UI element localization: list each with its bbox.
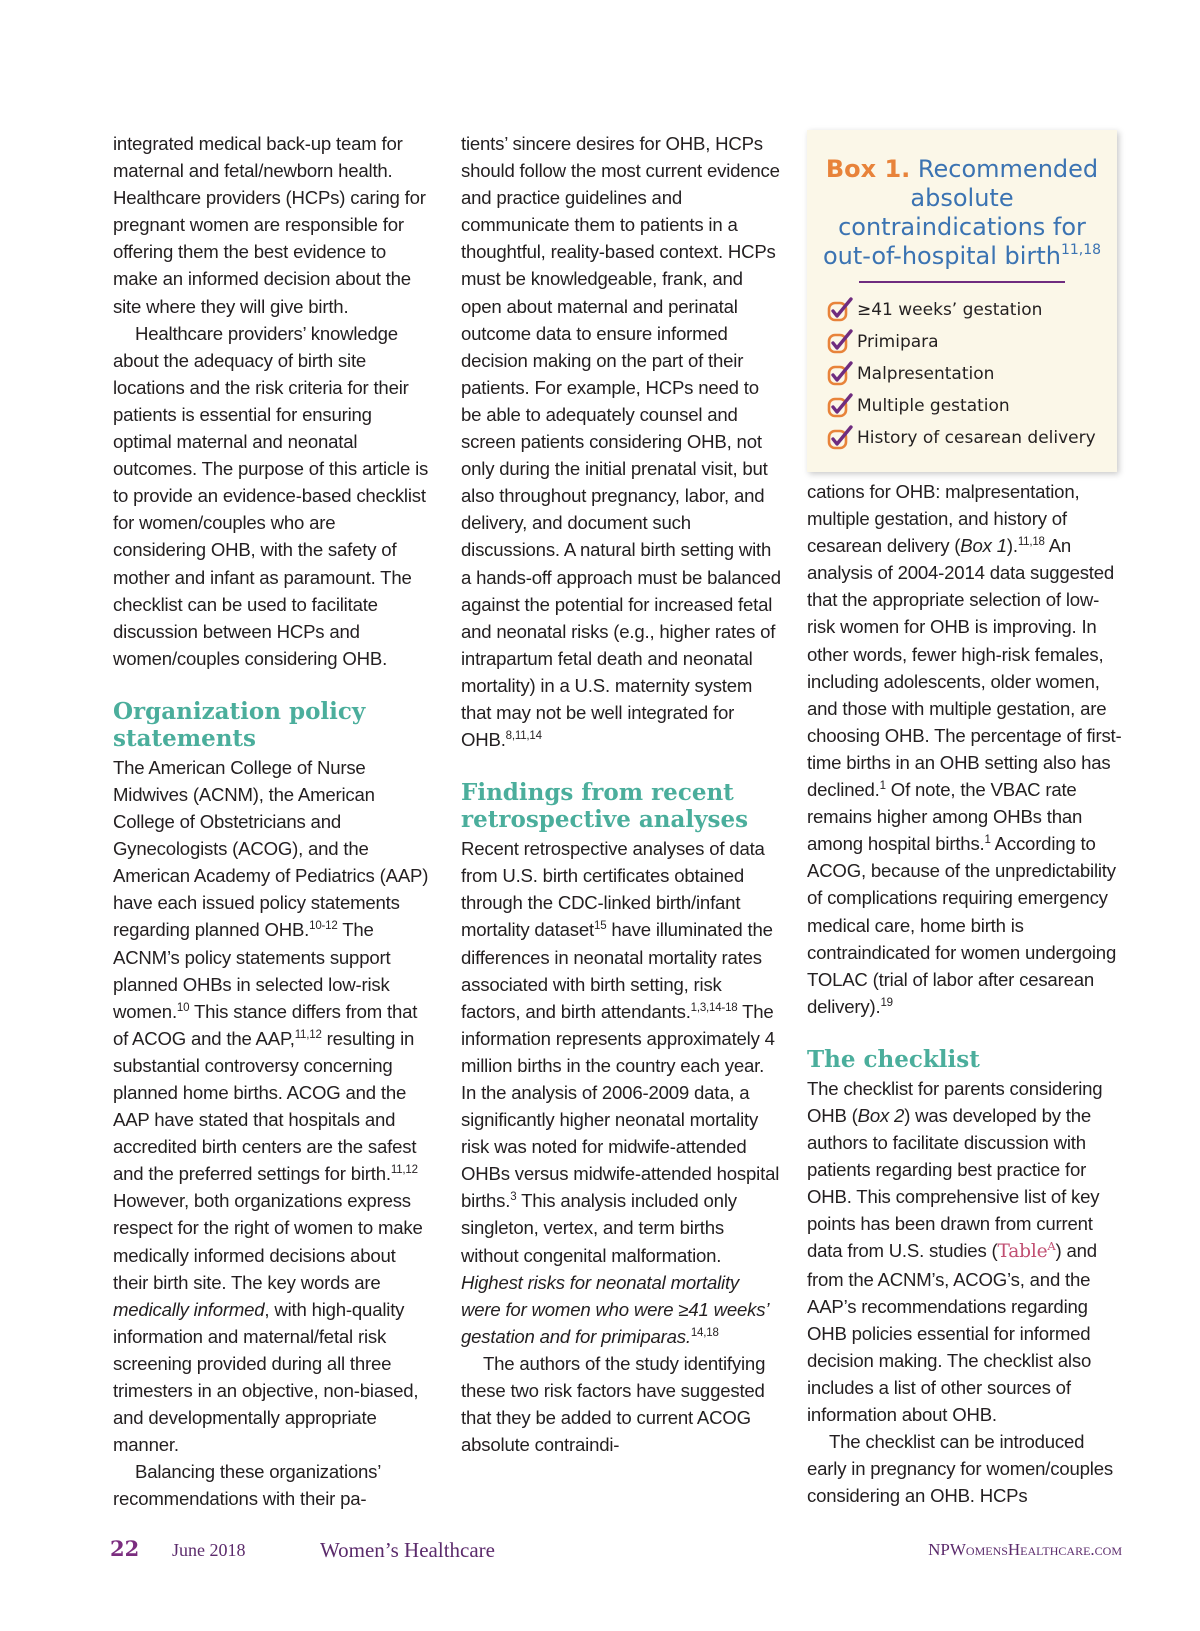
citation: 1,3,14-18 [690, 1001, 738, 1014]
citation: 11,12 [390, 1164, 418, 1177]
citation: 14,18 [690, 1326, 719, 1339]
paragraph: Recent retrospective analyses of data from U.S. birth certificates obtained through the CDC-linked birth/infant mortality dataset$^{15}$ have illuminated the differences in neonatal mortality rates associated with birth setting, risk factors, and birth attendants.$^{1,3,14-18}$ The information represents approximately 4 million births in the country each year. In the analysis of 2006-2009 data, a significantly higher neonatal mortality risk was noted for midwife-attended OHBs versus midwife-attended hospital births.$^3$ This analysis included only singleton, vertex, and term births without congenital malformation. Highest risks for neonatal mortality were for women who were ≥41 weeks’ gestation and for primiparas.$^{14,18}$ [461, 838, 780, 1347]
table-link[interactable]: Table$^A$ [997, 1239, 1056, 1263]
paragraph: The checklist for parents considering OHB (Box 2) was developed by the authors to facilitate discussion with patients regarding best practice for OHB. This comprehensive list of key points has been drawn from current data from U.S. studies (Table$^A$) and from the ACNM’s, ACOG’s, and the AAP’s recommendations regarding OHB policies essential for informed decision making. The checklist also includes a list of other sources of information about OHB. [807, 1077, 1103, 1425]
list-item: Multiple gestation [827, 390, 1117, 422]
journal-name: Women’s Healthcare [320, 1538, 495, 1562]
text-column-1 [113, 130, 431, 1513]
section-heading-findings: Findings from recent retrospective analyses [461, 779, 749, 834]
paragraph: integrated medical back-up team for maternal and fetal/newborn health. Healthcare providers (HCPs) caring for pregnant women are responsible for offering them the best evidence to make an informed decision about the site where they will give birth. [113, 133, 426, 317]
journal-url[interactable]: NPWomensHealthcare.com [928, 1540, 1122, 1559]
citation: 11,18 [1017, 536, 1045, 549]
paragraph: Healthcare providers’ knowledge about the adequacy of birth site locations and the risk criteria for their patients is essential for ensuring optimal maternal and neonatal outcomes. The purpose of this article is to provide an evidence-based checklist for women/couples who are considering OHB, with the safety of mother and infant as paramount. The checklist can be used to facilitate discussion between HCPs and women/couples considering OHB. [113, 322, 429, 669]
list-item: Malpresentation [827, 358, 1117, 390]
checkmark-icon [827, 329, 855, 355]
checkmark-icon [827, 425, 855, 451]
citation: 10 [176, 1001, 190, 1014]
page-number: 22 [110, 1536, 140, 1561]
paragraph: tients’ sincere desires for OHB, HCPs should follow the most current evidence and practice guidelines and communicate them to patients in a thoughtful, reality-based context. HCPs must be knowledgeable, frank, and open about maternal and perinatal outcome data to ensure informed decision making on the part of their patients. For example, HCPs need to be able to adequately counsel and screen patients considering OHB, not only during the initial prenatal visit, but also throughout pregnancy, labor, and delivery, and document such discussions. A natural birth setting with a hands-off approach must be balanced against the potential for increased fetal and neonatal risks (e.g., higher rates of intrapartum fetal death and neonatal mortality) in a U.S. maternity system that may not be well integrated for OHB.$^{8,11,14}$ [461, 133, 781, 751]
citation: 3 [510, 1191, 517, 1204]
checkmark-icon [827, 393, 855, 419]
paragraph: The checklist can be introduced early in pregnancy for women/couples considering an OHB. HCPs [807, 1431, 1113, 1507]
checkmark-icon [827, 297, 855, 323]
divider [859, 281, 1065, 283]
citation: 11,12 [294, 1028, 322, 1041]
citation: 11,18 [1060, 242, 1102, 258]
list-item: History of cesarean delivery [827, 422, 1117, 454]
citation: 10-12 [309, 920, 338, 933]
section-heading-checklist: The checklist [807, 1045, 980, 1073]
paragraph: cations for OHB: malpresentation, multiple gestation, and history of cesarean delivery (Box 1).$^{11,18}$ An analysis of 2004-2014 data suggested that the appropriate selection of low-risk women for OHB is improving. In other words, fewer high-risk females, including adolescents, older women, and those with multiple gestation, are choosing OHB. The percentage of first-time births in an OHB setting also has declined.$^1$ Of note, the VBAC rate remains higher among OHBs than among hospital births.$^1$ According to ACOG, because of the unpredictability of complications requiring emergency medical care, home birth is contraindicated for women undergoing TOLAC (trial of labor after cesarean delivery).$^{19}$ [807, 481, 1122, 1017]
citation: 15 [594, 920, 607, 933]
box-1-contraindications [807, 130, 1117, 472]
list-item: ≥41 weeks’ gestation [827, 294, 1117, 326]
text-column-2 [461, 130, 781, 1458]
checkmark-icon [827, 361, 855, 387]
contraindication-list [807, 294, 1117, 454]
box-title: Box 1. Recommended absolute contraindications for out-of-hospital birth$^{11,18}$ [822, 155, 1102, 270]
issue-date: June 2018 [172, 1540, 246, 1560]
paragraph: The American College of Nurse Midwives (ACNM), the American College of Obstetricians and Gynecologists (ACOG), and the American Academy of Pediatrics (AAP) have each issued policy statements regarding planned OHB.$^{10-12}$ The ACNM’s policy statements support planned OHBs in selected low-risk women.$^{10}$ This stance differs from that of ACOG and the AAP,$^{11,12}$ resulting in substantial controversy concerning planned home births. ACOG and the AAP have stated that hospitals and accredited birth centers are the safest and the preferred settings for birth.$^{11,12}$ However, both organizations express respect for the right of women to make medically informed decisions about their birth site. The key words are medically informed, with high-quality information and maternal/fetal risk screening provided during all three trimesters in an objective, non-biased, and developmentally appropriate manner. [113, 756, 429, 1456]
box-label: Box 1. [825, 155, 911, 183]
citation: 1 [879, 780, 886, 793]
section-heading-organization-policy: Organization policy statements [113, 697, 366, 752]
list-item: Primipara [827, 326, 1117, 358]
paragraph: Balancing these organizations’ recommendations with their pa- [113, 1461, 381, 1510]
text-column-3 [807, 478, 1125, 1509]
citation: 1 [984, 834, 991, 847]
page-footer [0, 1536, 1200, 1566]
citation: 19 [880, 996, 893, 1009]
citation: 8,11,14 [505, 730, 542, 743]
paragraph: The authors of the study identifying these two risk factors have suggested that they be added to current ACOG absolute contraindi- [461, 1352, 766, 1456]
